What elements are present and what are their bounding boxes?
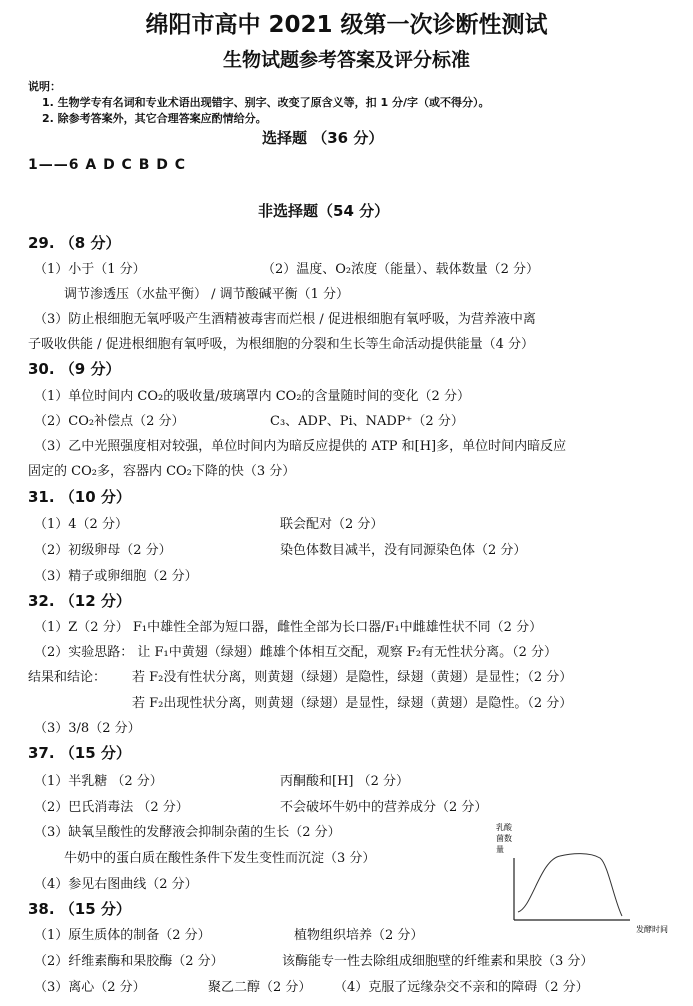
q37-line: （1）半乳糖 （2 分） [34, 774, 163, 789]
q37-line: 丙酮酸和[H] （2 分） [280, 774, 410, 789]
q32-line: （3）3/8（2 分） [34, 721, 141, 736]
q29-line: （2）温度、O₂浓度（能量）、载体数量（2 分） [262, 262, 540, 277]
q29-header: 29. （8 分） [28, 234, 121, 252]
q37-line: 不会破坏牛奶中的营养成分（2 分） [280, 800, 488, 815]
q37-line: 牛奶中的蛋白质在酸性条件下发生变性而沉淀（3 分） [64, 851, 376, 866]
q31-header: 31. （10 分） [28, 488, 131, 506]
q38-line: （3）离心（2 分） [34, 980, 146, 995]
q38-line: 植物组织培养（2 分） [294, 928, 424, 943]
q31-line: 联会配对（2 分） [280, 517, 384, 532]
lactic-bacteria-graph [490, 820, 690, 940]
q38-line: 该酶能专一性去除组成细胞壁的纤维素和果胶（3 分） [282, 954, 594, 969]
note-item-2: 2. 除参考答案外，其它合理答案应酌情给分。 [42, 112, 267, 125]
q32-header: 32. （12 分） [28, 592, 131, 610]
mcq-heading: 选择题 （36 分） [262, 129, 384, 147]
q32-line: 结果和结论： [28, 670, 107, 685]
q31-line: （2）初级卵母（2 分） [34, 543, 172, 558]
graph-curve [518, 854, 622, 916]
q37-line: （4）参见右图曲线（2 分） [34, 877, 198, 892]
q32-line: 若 F₂没有性状分离，则黄翅（绿翅）是隐性，绿翅（黄翅）是显性；（2 分） [132, 670, 573, 685]
graph-xlabel: 发酵时间 [636, 925, 668, 934]
q30-line: 固定的 CO₂多，容器内 CO₂下降的快（3 分） [28, 464, 296, 479]
q37-header: 37. （15 分） [28, 744, 131, 762]
q37-line: （2）巴氏消毒法 （2 分） [34, 800, 189, 815]
notes-label: 说明： [28, 80, 61, 93]
q30-header: 30. （9 分） [28, 360, 121, 378]
q38-line: 聚乙二醇（2 分） [208, 980, 312, 995]
graph-ylabel-line2: 菌数 [496, 834, 512, 843]
q30-line: C₃、ADP、Pi、NADP⁺（2 分） [270, 414, 464, 429]
q32-line: 若 F₂出现性状分离，则黄翅（绿翅）是显性，绿翅（黄翅）是隐性。（2 分） [132, 696, 573, 711]
nonmcq-heading: 非选择题（54 分） [258, 202, 390, 220]
page-title: 绵阳市高中 2021 级第一次诊断性测试 [145, 12, 548, 38]
q38-line: （2）纤维素酶和果胶酶（2 分） [34, 954, 224, 969]
q38-line: （4）克服了远缘杂交不亲和的障碍（2 分） [334, 980, 589, 995]
q32-line: （2）实验思路： 让 F₁中黄翅（绿翅）雌雄个体相互交配，观察 F₂有无性状分离。（2 分） [34, 645, 558, 660]
q30-line: （1）单位时间内 CO₂的吸收量/玻璃罩内 CO₂的含量随时间的变化（2 分） [34, 389, 470, 404]
q31-line: （1）4（2 分） [34, 517, 128, 532]
q29-line: （3）防止根细胞无氧呼吸产生酒精被毒害而烂根 / 促进根细胞有氧呼吸，为营养液中离 [34, 312, 536, 327]
q29-line: 子吸收供能 / 促进根细胞有氧呼吸，为根细胞的分裂和生长等生命活动提供能量（4 分） [28, 337, 535, 352]
page-subtitle: 生物试题参考答案及评分标准 [222, 49, 470, 71]
graph-ylabel-line3: 量 [496, 845, 504, 854]
q30-line: （2）CO₂补偿点（2 分） [34, 414, 185, 429]
q29-line: （1）小于（1 分） [34, 262, 146, 277]
q38-header: 38. （15 分） [28, 900, 131, 918]
q31-line: （3）精子或卵细胞（2 分） [34, 569, 198, 584]
q29-line: 调节渗透压（水盐平衡） / 调节酸碱平衡（1 分） [64, 287, 350, 302]
q32-line: （1）Z（2 分） F₁中雄性全部为短口器，雌性全部为长口器/F₁中雌雄性状不同（2 分） [34, 620, 543, 635]
q30-line: （3）乙中光照强度相对较强，单位时间内为暗反应提供的 ATP 和[H]多，单位时间内暗反应 [34, 439, 567, 454]
note-item-1: 1. 生物学专有名词和专业术语出现错字、别字、改变了原含义等，扣 1 分/字（或不得分）。 [42, 96, 490, 109]
q38-line: （1）原生质体的制备（2 分） [34, 928, 211, 943]
graph-ylabel-line1: 乳酸 [496, 823, 512, 832]
mcq-answers: 1——6 A D C B D C [28, 157, 187, 173]
q37-line: （3）缺氧呈酸性的发酵液会抑制杂菌的生长（2 分） [34, 825, 341, 840]
q31-line: 染色体数目减半，没有同源染色体（2 分） [280, 543, 527, 558]
